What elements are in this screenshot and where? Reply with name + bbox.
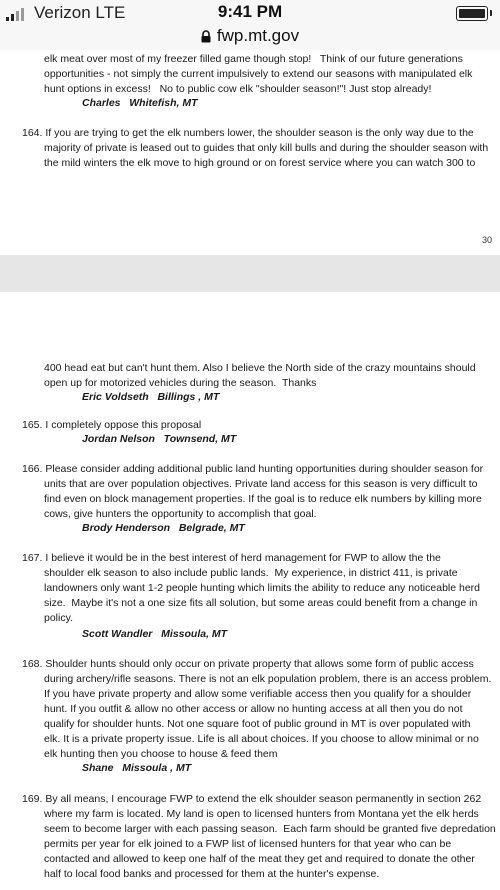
text-line: elk. It is a private property issue. Life is all about choices. If you choose to allow minimal or no [44,733,479,745]
text-line: elk hunting then you choose to house & feed them [44,748,278,760]
clock: 9:41 PM [217,2,283,21]
text-line: size. Maybe it's not a one size fits all solution, but some areas could benefit from a change in [44,597,478,609]
url-text: fwp.mt.gov [216,26,300,45]
text-line: find even on block management properties. If the goal is to reduce elk numbers by killing more [44,493,482,505]
text-line: shoulder elk season to also include public lands. My experience, in district 411, is private [44,567,458,579]
text-line: 169. By all means, I encourage FWP to extend the elk shoulder season permanently in section 262 [22,793,482,805]
text-line: If you have private property and allow some verifiable access then you qualify for a shoulder [44,688,472,700]
text-line: 168. Shoulder hunts should only occur on private property that allows some form of public access [22,658,474,670]
text-line: during archery/rifle seasons. There is not an elk population problem, there is an access problem. [44,673,492,685]
text-line: 166. Please consider adding additional public land hunting opportunities during shoulder season for [22,463,484,475]
document-page [0,292,500,890]
text-line: hunt. If you outfit & allow no other access or allow no hunting access at all then you do not [44,703,463,715]
document-page [0,50,500,255]
page-gap [0,255,500,292]
text-line: 167. I believe it would be in the best interest of herd management for FWP to allow the the [22,552,441,564]
comment-signature: Charles Whitefish, MT [82,97,198,109]
text-line: 400 head eat but can't hunt them. Also I believe the North side of the crazy mountains should [44,362,476,374]
text-line: the mild winters the elk move to high ground or on forest service where you can watch 300 to [44,157,476,169]
text-line: hunt options in excess! No to public cow elk "shoulder season!"! Just stop already! [44,83,432,95]
status-bar [0,0,500,50]
lock-icon [201,30,211,43]
text-line: 164. If you are trying to get the elk numbers lower, the shoulder season is the only way due to the [22,127,474,139]
page-number: 30 [481,235,492,245]
comment-signature: Shane Missoula , MT [82,762,192,774]
text-line: half to local food banks and processed for them at the hunter's expense. [44,868,380,880]
text-line: contacted and allowed to keep one half of the meat they get and required to donate the other [44,853,475,865]
text-line: policy. [44,612,73,624]
battery-icon [456,6,488,21]
text-line: landowners only want 1-2 people hunting which limits the ability to reduce any noticeable herd [44,582,481,594]
text-line: units that are over population objectives. Private land access for this season is very difficult to [44,478,478,490]
text-line: where my farm is located. My land is open to licensed hunters from Montana yet the elk herds [44,808,479,820]
text-line: elk meat over most of my freezer filled game though stop! Think of our future generations [44,53,463,65]
text-line: majority of private is leased out to guides that only kill bulls and during the shoulder season with [44,142,489,154]
comment-signature: Jordan Nelson Townsend, MT [82,433,237,445]
carrier-label: Verizon LTE [34,3,126,22]
text-line: open up for motorized vehicles during the season. Thanks [44,377,317,389]
address-bar[interactable] [0,26,500,46]
text-line: 165. I completely oppose this proposal [22,419,202,431]
text-line: qualify for shoulder hunts. Not one square foot of public ground in MT is over populated with [44,718,471,730]
text-line: opportunities - not simply the current impulsively to extend our seasons with manipulated elk [44,68,473,80]
comment-signature: Eric Voldseth Billings , MT [82,391,220,403]
comment-signature: Brody Henderson Belgrade, MT [82,522,245,534]
text-line: seem to become larger with each passing season. Each farm should be granted five depredation [44,823,496,835]
text-line: permits per year for elk joined to a FWP list of licensed hunters for that year who can be [44,838,452,850]
comment-signature: Scott Wandler Missoula, MT [82,628,228,640]
text-line: cows, give hunters the opportunity to accomplish that goal. [44,508,317,520]
